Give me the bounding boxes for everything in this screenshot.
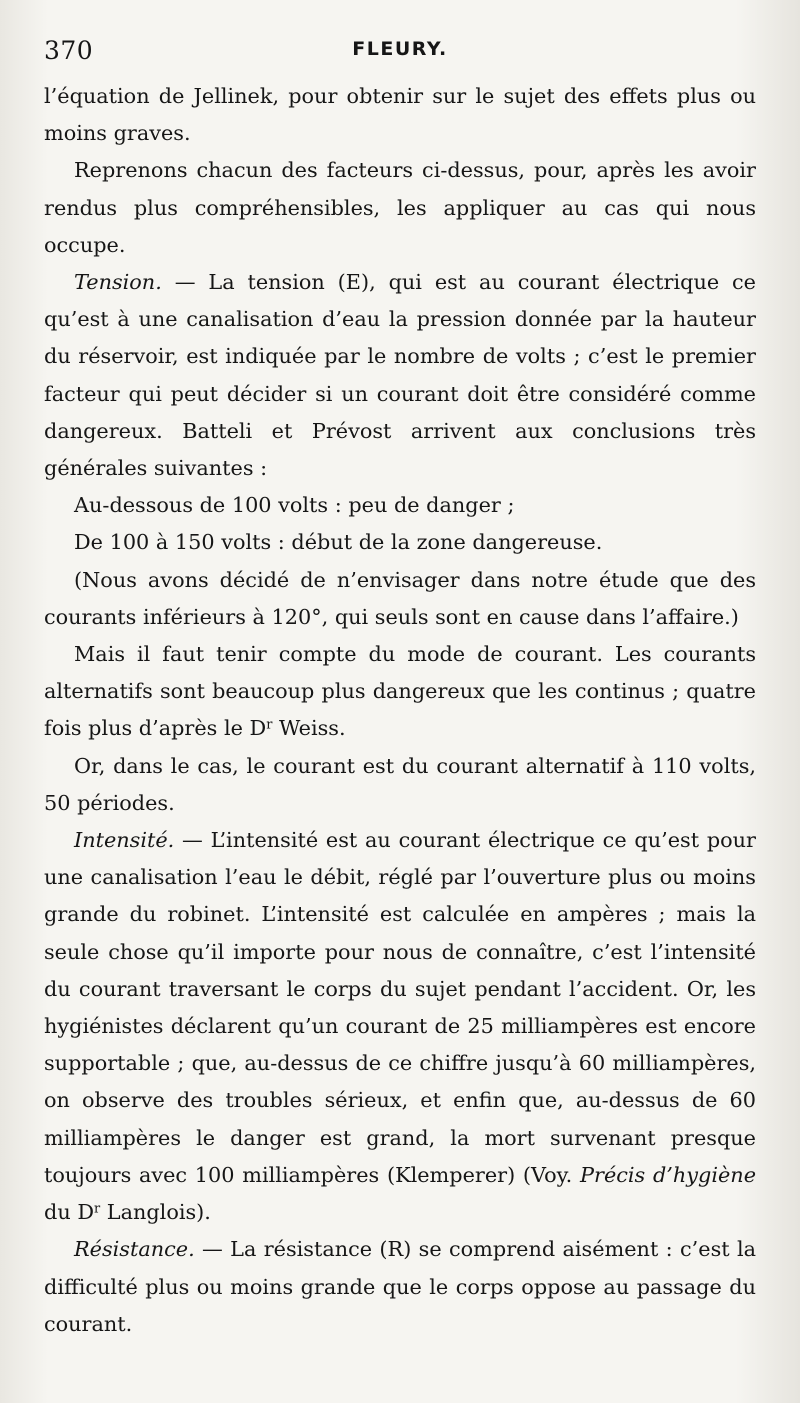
- superscript-r: r: [94, 1201, 101, 1217]
- paragraph-mode-courant: [44, 636, 756, 748]
- citation-title: Précis d’hygiène: [580, 1162, 756, 1187]
- paragraph-text: du D: [44, 1200, 94, 1225]
- paragraph-text: Or, dans le cas, le courant est du courant alternatif à 110 volts, 50 périodes.: [44, 753, 756, 815]
- superscript-r: r: [266, 718, 273, 734]
- paragraph-tension: [44, 264, 756, 487]
- paragraph-text: Weiss.: [272, 716, 346, 741]
- paragraph-text: Langlois).: [100, 1200, 211, 1225]
- paragraph-text: Au-dessous de 100 volts : peu de danger ;: [74, 493, 515, 518]
- paragraph-text: Mais il faut tenir compte du mode de courant. Les courants alternatifs sont beaucoup plus dangereux que les continus ; quatre fois plus d’après le D: [44, 642, 756, 741]
- paragraph-continuation: [44, 78, 756, 152]
- paragraph-text: — La résistance (R) se comprend aisément : c’est la difficulté plus ou moins grande que le corps oppose au passage du courant.: [44, 1237, 756, 1336]
- section-label-tension: Tension.: [74, 270, 162, 295]
- paragraph-parenthetical: [44, 562, 756, 636]
- paragraph-text: l’équation de Jellinek, pour obtenir sur le sujet des effets plus ou moins graves.: [44, 84, 756, 146]
- paragraph-text: (Nous avons décidé de n’envisager dans notre étude que des courants inférieurs à 120°, qui seuls sont en cause dans l’affaire.): [44, 567, 756, 629]
- paragraph-text: — La tension (E), qui est au courant électrique ce qu’est à une canalisation d’eau la pression donnée par la hauteur du réservoir, est indiquée par le nombre de volts ; c’est le premier facteur qui peut décider si un courant doit être considéré comme dangereux. Batteli et Prévost arrivent aux conclusions très générales suivantes :: [44, 270, 756, 481]
- paragraph-resistance: [44, 1231, 756, 1343]
- body-text: [44, 78, 756, 1343]
- running-head: FLEURY.: [352, 38, 448, 60]
- page-number: 370: [44, 36, 94, 65]
- paragraph-text: De 100 à 150 volts : début de la zone dangereuse.: [74, 530, 603, 555]
- paragraph-intensite: [44, 822, 756, 1231]
- paragraph-reprenons: [44, 152, 756, 264]
- conclusion-line-2: [44, 524, 756, 561]
- section-label-intensite: Intensité.: [74, 828, 175, 853]
- paragraph-cas: [44, 748, 756, 822]
- paragraph-text: — L’intensité est au courant électrique ce qu’est pour une canalisation l’eau le débit, réglé par l’ouverture plus ou moins grande du robinet. L’intensité est calculée en ampères ; mais la seule chose qu’il importe pour nous de connaître, c’est l’intensité du courant traversant le corps du sujet pendant l’accident. Or, les hygiénistes déclarent qu’un courant de 25 milliampères est encore supportable ; que, au-dessus de ce chiffre jusqu’à 60 milliampères, on observe des troubles sérieux, et enfin que, au-dessus de 60 milliampères le danger est grand, la mort survenant presque toujours avec 100 milliampères (Klemperer) (Voy.: [44, 828, 756, 1187]
- paragraph-text: Reprenons chacun des facteurs ci-dessus, pour, après les avoir rendus plus compréhensibles, les appliquer au cas qui nous occupe.: [44, 158, 756, 257]
- section-label-resistance: Résistance.: [74, 1237, 195, 1262]
- page-header: [44, 34, 756, 70]
- conclusion-line-1: [44, 487, 756, 524]
